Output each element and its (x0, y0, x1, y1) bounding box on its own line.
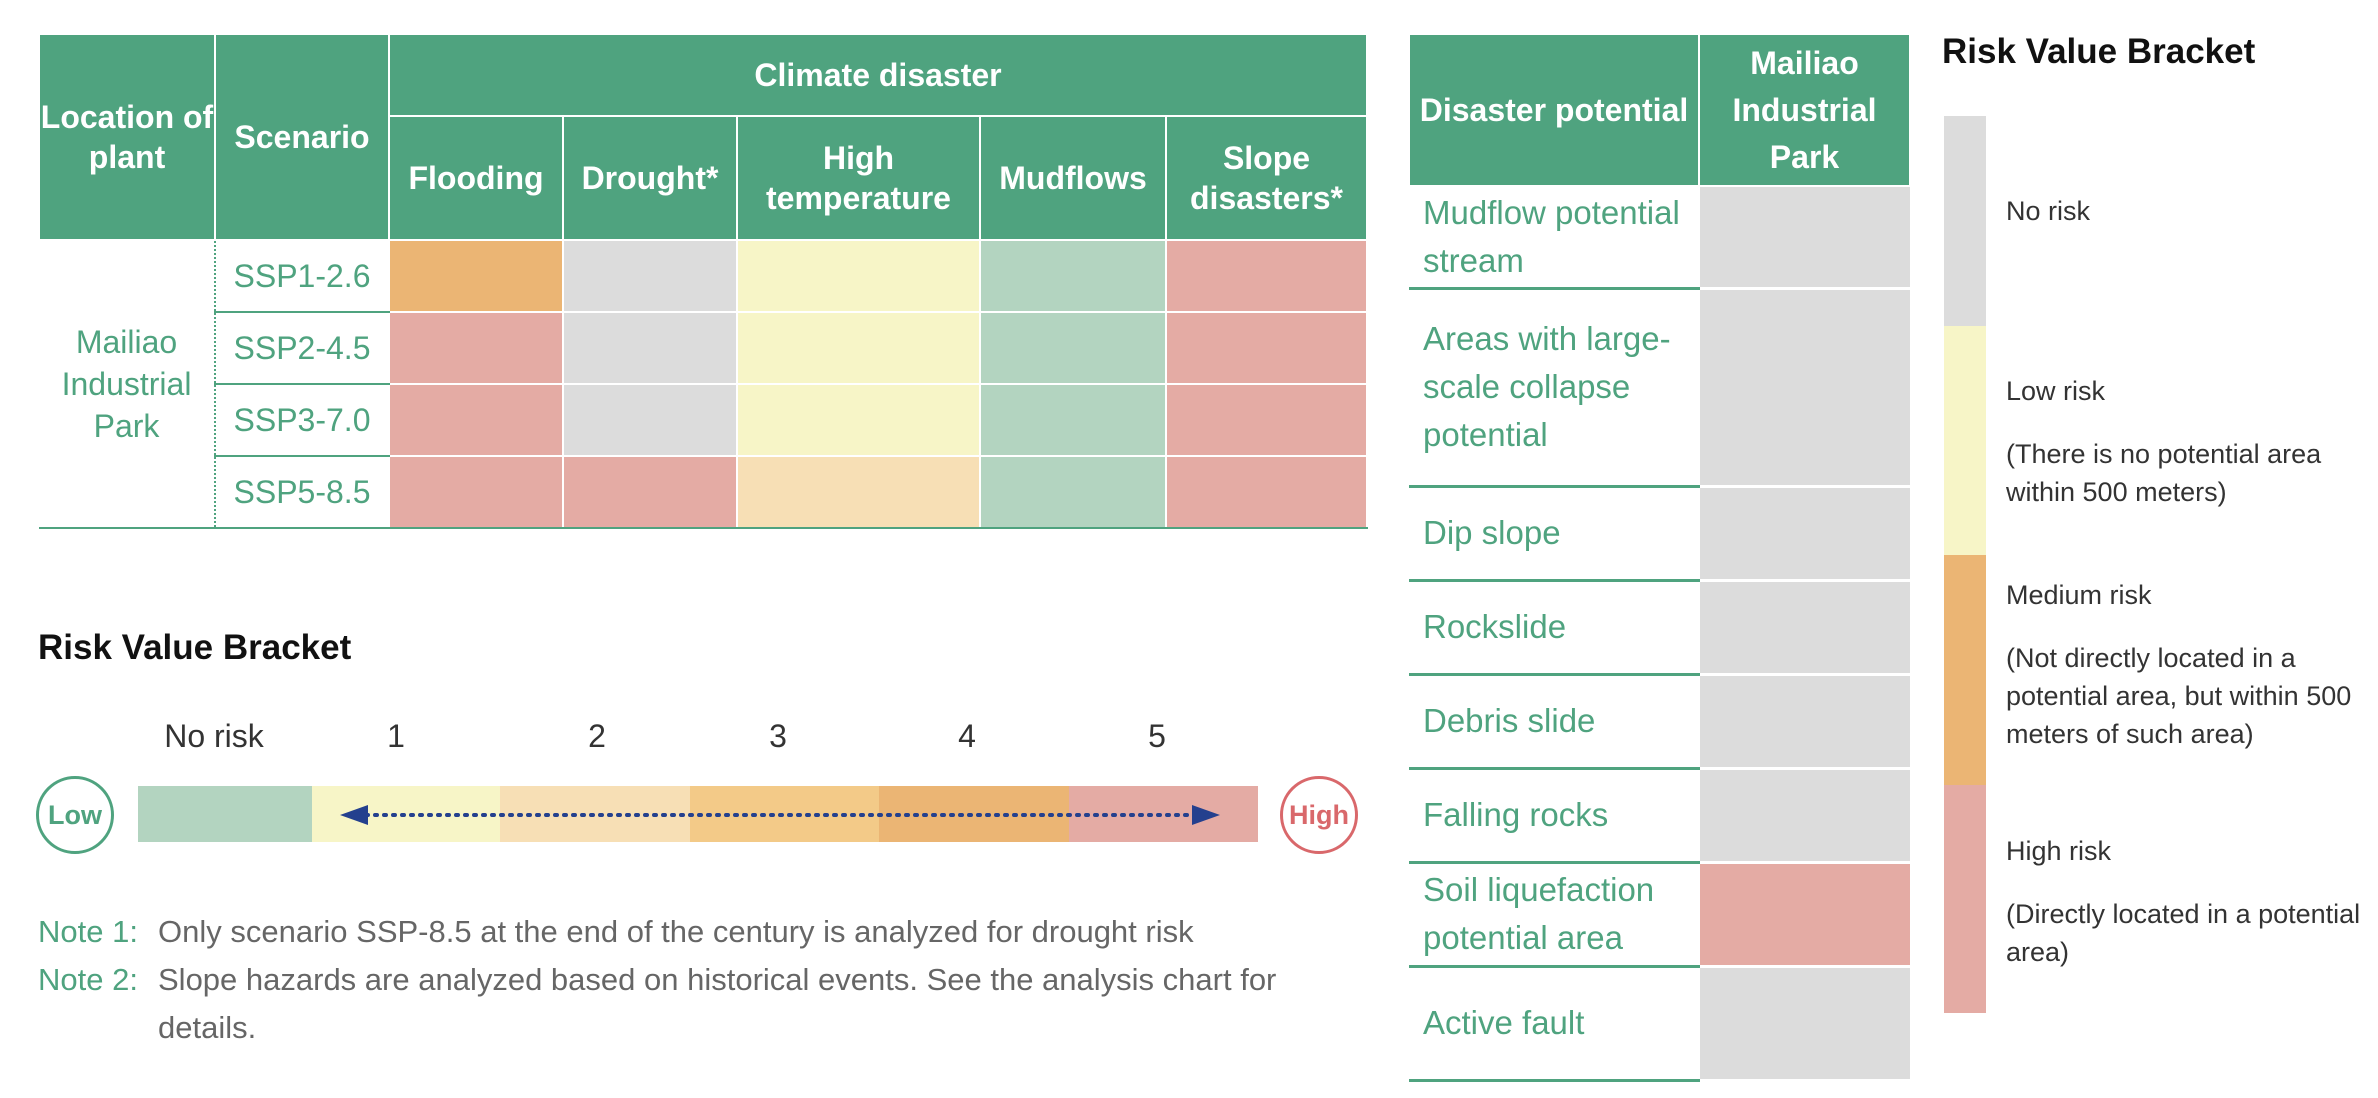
legend-label: No risk (2006, 196, 2091, 226)
risk-cell (1166, 456, 1367, 528)
risk-cell (1166, 312, 1367, 384)
note-2 (38, 956, 1378, 1052)
note-label: Note 1: (38, 914, 138, 949)
legend-color-bar (1944, 116, 1986, 1013)
legend-title: Risk Value Bracket (1942, 32, 2256, 71)
potential-name: Rockslide (1409, 580, 1699, 674)
table-row (39, 384, 1367, 456)
risk-cell (389, 456, 563, 528)
potential-name: Dip slope (1409, 486, 1699, 580)
table-row (1409, 862, 1910, 966)
low-end-badge: Low (36, 776, 114, 854)
risk-cell (1166, 384, 1367, 456)
scale-label: 2 (588, 718, 606, 754)
legend-swatch (1944, 555, 1986, 785)
risk-cell (737, 384, 980, 456)
disaster-potential-table (1408, 33, 1911, 1082)
potential-cell (1699, 862, 1910, 966)
risk-cell (980, 456, 1166, 528)
risk-cell (389, 240, 563, 312)
header-climate-disaster: Climate disaster (389, 34, 1367, 116)
potential-name: Active fault (1409, 966, 1699, 1080)
table-row (1409, 486, 1910, 580)
notes (38, 908, 1378, 1052)
note-text: Slope hazards are analyzed based on historical events. See the analysis chart for details. (158, 962, 1277, 1045)
scenario-label: SSP2-4.5 (215, 312, 389, 384)
scale-label: 4 (958, 718, 976, 754)
legend-item (2006, 372, 2376, 511)
risk-cell (389, 384, 563, 456)
legend-swatch (1944, 326, 1986, 555)
note-1 (38, 908, 1378, 956)
header-drought: Drought* (563, 116, 737, 240)
legend-swatch (1944, 785, 1986, 1013)
header-scenario: Scenario (215, 34, 389, 240)
scale-label: 5 (1148, 718, 1166, 754)
header-location: Location of plant (39, 34, 215, 240)
table-row (1409, 580, 1910, 674)
risk-scale-labels (0, 718, 1400, 758)
risk-cell (563, 456, 737, 528)
high-end-badge: High (1280, 776, 1358, 854)
potential-cell (1699, 486, 1910, 580)
potential-cell (1699, 768, 1910, 862)
legend-label: High risk (2006, 836, 2112, 866)
potential-name: Areas with large-scale collapse potential (1409, 288, 1699, 486)
risk-cell (737, 240, 980, 312)
legend-item (2006, 192, 2376, 230)
legend-label: Low risk (2006, 376, 2106, 406)
double-arrow-icon (340, 800, 1220, 830)
risk-cell (980, 312, 1166, 384)
potential-cell (1699, 966, 1910, 1080)
risk-cell (980, 240, 1166, 312)
table-row (1409, 288, 1910, 486)
legend-desc: (Directly located in a potential area) (2006, 899, 2361, 967)
legend-desc: (There is no potential area within 500 meters) (2006, 439, 2322, 507)
risk-cell (563, 312, 737, 384)
scenario-label: SSP5-8.5 (215, 456, 389, 528)
header-flooding: Flooding (389, 116, 563, 240)
potential-name: Mudflow potential stream (1409, 186, 1699, 288)
legend-item (2006, 576, 2376, 753)
header-mudflows: Mudflows (980, 116, 1166, 240)
risk-cell (389, 312, 563, 384)
bar-segment (138, 786, 312, 842)
risk-cell (563, 240, 737, 312)
risk-bar-title: Risk Value Bracket (38, 628, 352, 667)
table-row (39, 312, 1367, 384)
climate-disaster-table (38, 33, 1368, 529)
scenario-label: SSP3-7.0 (215, 384, 389, 456)
risk-cell (1166, 240, 1367, 312)
legend-label: Medium risk (2006, 580, 2152, 610)
potential-name: Falling rocks (1409, 768, 1699, 862)
potential-cell (1699, 186, 1910, 288)
header-disaster-potential: Disaster potential (1409, 34, 1699, 186)
scenario-label: SSP1-2.6 (215, 240, 389, 312)
potential-name: Debris slide (1409, 674, 1699, 768)
header-mailiao-park: Mailiao Industrial Park (1699, 34, 1910, 186)
potential-name: Soil liquefaction potential area (1409, 862, 1699, 966)
risk-cell (563, 384, 737, 456)
risk-cell (980, 384, 1166, 456)
table-row (39, 456, 1367, 528)
table-row (39, 240, 1367, 312)
potential-cell (1699, 674, 1910, 768)
header-high-temperature: High temperature (737, 116, 980, 240)
table-row (1409, 186, 1910, 288)
potential-cell (1699, 288, 1910, 486)
table-row (1409, 966, 1910, 1080)
legend-desc: (Not directly located in a potential area, but within 500 meters of such area) (2006, 643, 2352, 749)
table-row (1409, 674, 1910, 768)
header-slope-disasters: Slope disasters* (1166, 116, 1367, 240)
potential-cell (1699, 580, 1910, 674)
scale-label: 3 (769, 718, 787, 754)
table-row (1409, 768, 1910, 862)
risk-cell (737, 456, 980, 528)
risk-cell (737, 312, 980, 384)
note-label: Note 2: (38, 962, 138, 997)
scale-label: 1 (387, 718, 405, 754)
location-name: Mailiao Industrial Park (39, 240, 215, 528)
note-text: Only scenario SSP-8.5 at the end of the century is analyzed for drought risk (158, 914, 1194, 949)
scale-label: No risk (164, 718, 264, 754)
legend-item (2006, 832, 2376, 971)
legend-swatch (1944, 116, 1986, 326)
